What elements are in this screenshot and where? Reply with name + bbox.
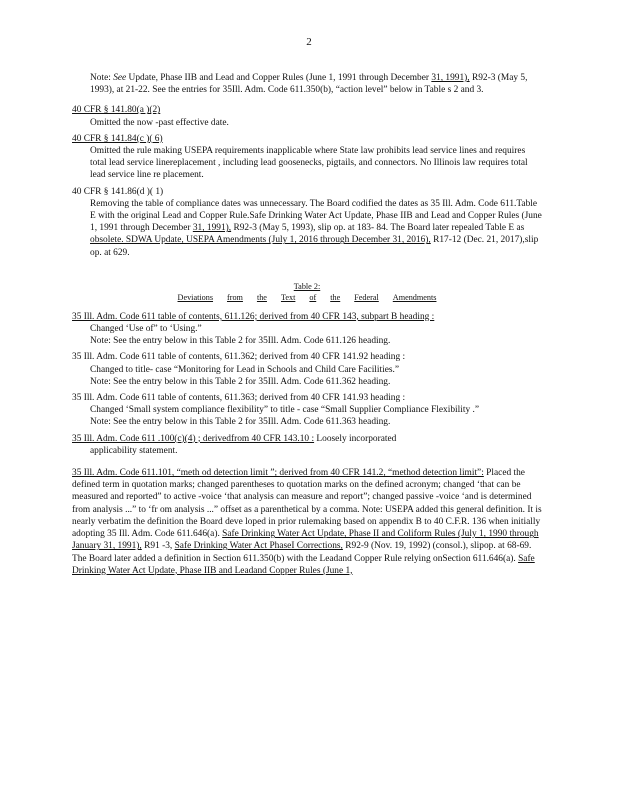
entry-body-a: Removing the table of compliance dates was unnecessary. The Board codified the dates as 35 Ill. Adm. Code 611.Table E with the original Lead and Copper Rule.Safe Drinking Water Act Update, Phase IIB and Lead and Copper Rules (June 1, 1991 through December bbox=[90, 198, 542, 234]
entry-141-84 bbox=[72, 133, 542, 182]
deviation-line: applicability statement. bbox=[90, 445, 178, 456]
deviation-text-1: Placed the defined term in quotation marks; changed parentheses to quotation marks on the defined acronym; changed ‘that can be measured and reported” to active -voice ‘that analysis can measure and report”; changed passive -voice ‘and is determined from analysis ...” to ‘fr om analysis ...” offset as a parenthetical by a comma. Note: USEPA added this general definition. It is nearly verbatim the definition the Board deve loped in prior rulemaking based on appendix B to 40 C.F.R. 136 when initially adopting 35 Ill. Adm. Code 611.646(a). bbox=[72, 468, 542, 540]
deviation-citation-2: Safe Drinking Water Act PhaseI Corrections, bbox=[174, 541, 343, 552]
deviation-heading-main: 35 Ill. Adm. Code 611 .100(c)(4) ; derivedfrom 40 CFR 143.10 : bbox=[72, 433, 315, 444]
page-content bbox=[72, 72, 542, 581]
deviation-heading: 35 Ill. Adm. Code 611 table of contents, 611.126; derived from 40 CFR 143, subpart B heading : bbox=[72, 311, 435, 322]
note-date: 31, 1991), bbox=[431, 73, 470, 83]
deviation-611-362 bbox=[72, 351, 542, 388]
deviation-line: Changed ‘Use of” to ‘Using.” bbox=[90, 324, 202, 335]
entry-body-u2: obsolete. SDWA Update, USEPA Amendments (July 1, 2016 through December 31, 2016), bbox=[90, 235, 431, 246]
page-number: 2 bbox=[306, 36, 312, 48]
deviation-citation-1: Safe Drinking Water Act Update, Phase II and Coliform Rules (July 1, 1990 through January 31, 1991), bbox=[72, 529, 539, 552]
entry-body: Omitted the now -past effective date. bbox=[90, 117, 229, 128]
entry-body-u1: 31, 1991), bbox=[192, 223, 232, 234]
deviation-heading: 35 Ill. Adm. Code 611 table of contents, 611.362; derived from 40 CFR 141.92 heading : bbox=[72, 352, 406, 363]
deviation-heading: 35 Ill. Adm. Code 611.101, “meth od detection limit ”; derived from 40 CFR 141.2, “method detection limit”: bbox=[72, 468, 484, 479]
deviation-text-2: R91 -3, bbox=[141, 541, 175, 552]
table-header-word: from bbox=[227, 292, 243, 302]
note-text-a: Update, Phase IIB and Lead and Copper Rules (June 1, 1991 through December bbox=[126, 73, 432, 83]
table-header-word: Text bbox=[280, 292, 296, 302]
table-header bbox=[72, 292, 542, 303]
table-header-word: the bbox=[330, 292, 341, 302]
deviation-line: Changed to title- case “Monitoring for Lead in Schools and Child Care Facilities.” bbox=[90, 364, 400, 375]
table-header-word: Deviations bbox=[177, 292, 214, 302]
entry-body-b: R92-3 (May 5, 1993), slip op. at 183- 84. The Board later repealed Table E as bbox=[231, 223, 525, 234]
table-caption bbox=[72, 281, 542, 303]
entry-body: Omitted the rule making USEPA requirements inapplicable where State law prohibits lead service lines and requires total lead service linereplacement , including lead goosenecks, pigtails, and connectors. No Illinois law requires total lead service line re placement. bbox=[90, 146, 528, 181]
table-title: Table 2: bbox=[293, 281, 321, 291]
note-text-b: R92-3 (May 5, 1993), at 21-22. See the entries for 35Ill. Adm. Code 611.350(b), “action level” below in Table s 2 and 3. bbox=[90, 73, 528, 96]
entry-body-c: R17-12 (Dec. 21, 2017),slip op. at 629. bbox=[90, 235, 539, 258]
entry-heading: 40 CFR § 141.84(c )( 6) bbox=[72, 133, 163, 144]
entry-141-86 bbox=[72, 186, 542, 259]
entry-heading: 40 CFR § 141.86(d )( 1) bbox=[72, 186, 164, 197]
table-header-word: Amendments bbox=[392, 292, 437, 302]
deviation-note: Note: See the entry below in this Table 2 for 35Ill. Adm. Code 611.362 heading. bbox=[90, 376, 391, 387]
table-header-word: of bbox=[309, 292, 317, 302]
deviation-611-126 bbox=[72, 311, 542, 348]
note-prefix: Note: bbox=[90, 73, 114, 83]
deviation-note: Note: See the entry below in this Table 2 for 35Ill. Adm. Code 611.363 heading. bbox=[90, 417, 391, 428]
entry-141-80 bbox=[72, 104, 542, 128]
deviation-line: Changed ‘Small system compliance flexibility” to title - case “Small Supplier Compliance Flexibility .” bbox=[90, 405, 479, 416]
entry-heading: 40 CFR § 141.80(a )(2) bbox=[72, 105, 161, 116]
deviation-611-363 bbox=[72, 392, 542, 429]
deviation-611-100 bbox=[72, 433, 542, 457]
table-header-word: Federal bbox=[354, 292, 379, 302]
note-see: See bbox=[113, 73, 127, 83]
deviation-611-101 bbox=[72, 467, 542, 577]
deviation-paragraph bbox=[72, 467, 542, 577]
deviation-note: Note: See the entry below in this Table 2 for 35Ill. Adm. Code 611.126 heading. bbox=[90, 336, 391, 347]
deviation-citation-3: Safe Drinking Water Act Update, Phase IIB and Leadand Copper Rules (June 1, bbox=[72, 553, 535, 576]
entry-body bbox=[72, 198, 542, 259]
deviation-text-3: R92-9 (Nov. 19, 1992) (consol.), slipop. at 68-69. The Board later added a definition in Section 611.350(b) with the Leadand Copper Rule relying onSection 611.646(a). bbox=[72, 541, 532, 564]
intro-note bbox=[72, 72, 542, 96]
table-header-word: the bbox=[256, 292, 267, 302]
deviation-heading-tail: Loosely incorporated bbox=[316, 433, 397, 444]
deviation-heading: 35 Ill. Adm. Code 611 table of contents, 611.363; derived from 40 CFR 141.93 heading : bbox=[72, 393, 406, 404]
deviation-heading bbox=[72, 433, 542, 445]
